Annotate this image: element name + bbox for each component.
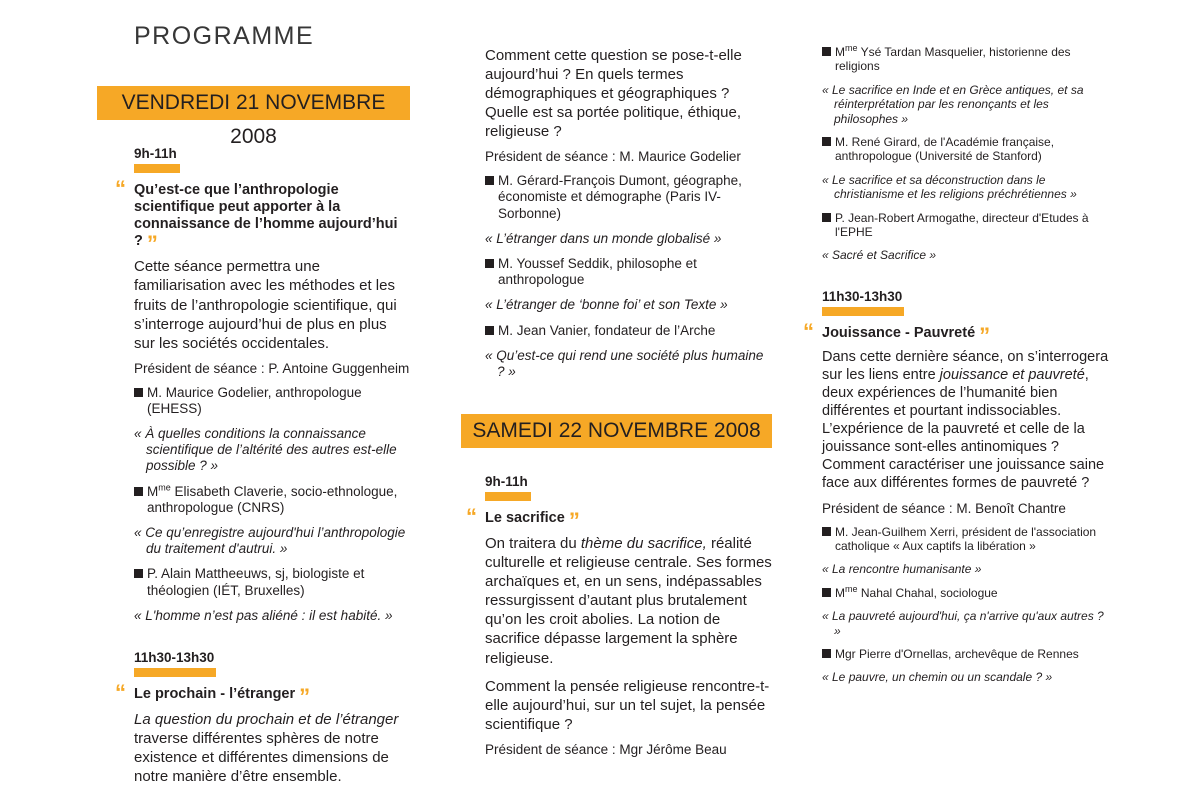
banner-saturday: SAMEDI 22 NOVEMBRE 2008 [461,414,772,448]
column-left [97,0,410,786]
speaker-talk: « L’étranger dans un monde globalisé » [485,230,722,246]
speaker-name: M. Maurice Godelier, anthropologue (EHESS) [147,384,362,416]
session-title-text: Jouissance - Pauvreté [822,324,976,341]
session-description: Dans cette dernière séance, on s’interrogera sur les liens entre jouissance et pauvreté, deux expériences de l’humanité bien différentes et pourtant indissociables. L’expérience de la pauvreté et celle de la jouissance sont-elles antinomiques ? Comment caractériser une jouissance saine face aux différentes formes de pauvreté ? [822,348,1109,491]
bullet-square-icon [134,569,143,578]
column-middle [461,0,772,757]
speaker-name: M. Youssef Seddik, philosophe et anthropologue [498,255,697,288]
time-marker [485,492,531,501]
speaker-talk: « Le sacrifice en Inde et en Grèce antiques, et sa réinterprétation par les renonçants et les philosophes » [822,82,1084,126]
close-quote-icon: ” [568,508,580,534]
speaker-name: P. Alain Mattheeuws, sj, biologiste et théologien (IÉT, Bruxelles) [147,566,365,598]
speaker-talk: « La pauvreté aujourd'hui, ça n'arrive qu'aux autres ? » [822,609,1104,638]
bullet-square-icon [822,137,831,146]
speaker-item [134,484,410,516]
session-description: Cette séance permettra une familiarisation avec les méthodes et les fruits de l’anthropologie scientifique, qui s’interroge aujourd’hui de plus en plus sur les sociétés occidentales. [134,258,397,352]
president-line: Président de séance : Mgr Jérôme Beau [485,741,727,757]
session-title-text: Le sacrifice [485,510,565,527]
bullet-square-icon [822,213,831,222]
bullet-square-icon [134,487,143,496]
bullet-square-icon [822,527,831,536]
session-time: 9h-11h [485,474,528,490]
session-title [466,504,772,534]
open-quote-icon: “ [803,318,814,344]
speaker-talk: « L’étranger de ‘bonne foi’ et son Texte » [485,297,728,313]
speaker-talk: « La rencontre humanisante » [822,562,982,577]
bullet-square-icon [822,47,831,56]
speaker-talk: « L'homme n’est pas aliéné : il est habité. » [134,607,393,623]
speaker-name: M. Gérard-François Dumont, géographe, économiste et démographe (Paris IV-Sorbonne) [498,173,742,221]
bullet-square-icon [485,326,494,335]
session-time: 11h30-13h30 [134,649,215,665]
session-title-text: Qu’est-ce que l’anthropologie scientifique peut apporter à la connaissance de l’homme aujourd’hui ? [134,182,398,250]
bullet-square-icon [822,588,831,597]
speaker-name: M. Jean Vanier, fondateur de l’Arche [498,322,716,338]
speaker-name: $M^{me}$ Nahal Chahal, sociologue [835,583,998,600]
open-quote-icon: “ [115,679,126,705]
speaker-item [822,583,1113,600]
session-time: 9h-11h [134,146,177,161]
speaker-talk: « Le pauvre, un chemin ou un scandale ? » [822,670,1053,685]
session-description: Comment cette question se pose-t-elle aujourd’hui ? En quels termes démographiques et géographiques ? Quelle est sa portée politique, éthique, religieuse ? [485,47,742,141]
speaker-item [822,525,1113,554]
speaker-name: M. Jean-Guilhem Xerri, président de l'association catholique « Aux captifs la libération » [835,524,1097,553]
speaker-item [485,323,772,339]
bullet-square-icon [134,388,143,397]
session-description: On traitera du thème du sacrifice, réalité culturelle et religieuse centrale. Ses formes archaïques et, en un sens, indépassables ressurgissent d’autant plus brutalement qu’on les croit abolies. La notion de sacrifice dépasse largement la sphère religieuse. [485,535,772,667]
open-quote-icon: “ [115,176,126,201]
speaker-name: $M^{me}$ Elisabeth Claverie, socio-ethnologue, anthropologue (CNRS) [147,482,398,515]
speaker-item [822,45,1113,74]
bullet-square-icon [822,649,831,658]
session-title [115,176,410,257]
session-title-text: Le prochain - l’étranger [134,685,296,702]
session-time: 11h30-13h30 [822,288,903,304]
speaker-item [822,647,1113,661]
president-line: Président de séance : M. Benoît Chantre [822,500,1066,516]
speaker-item [822,135,1113,164]
column-right [803,0,1113,685]
speaker-talk: « À quelles conditions la connaissance scientifique de l’altérité des autres est-elle possible ? » [134,426,397,474]
speaker-talk: « Sacré et Sacrifice » [822,248,937,263]
session-title [115,679,410,709]
speaker-talk: « Qu’est-ce qui rend une société plus humaine ? » [485,347,764,379]
speaker-item [822,211,1113,240]
president-line: Président de séance : M. Maurice Godelier [485,149,741,165]
bullet-square-icon [485,259,494,268]
time-marker [134,164,180,173]
speaker-talk: « Le sacrifice et sa déconstruction dans le christianisme et les religions préchrétiennes » [822,172,1077,202]
close-quote-icon: ” [299,683,311,709]
session-title [803,318,1113,348]
bullet-square-icon [485,176,494,185]
speaker-name: P. Jean-Robert Armogathe, directeur d'Etudes à l'EPHE [835,210,1089,239]
close-quote-icon: ” [979,322,991,348]
session-description: Comment la pensée religieuse rencontre-t-elle aujourd’hui, sur un tel sujet, la pensée scientifique ? [485,677,770,733]
time-marker [134,668,216,677]
speaker-name: Mgr Pierre d'Ornellas, archevêque de Rennes [835,646,1079,661]
speaker-item [485,173,772,222]
close-quote-icon: ” [146,231,158,257]
speaker-item [485,256,772,288]
banner-friday: VENDREDI 21 NOVEMBRE 2008 [97,86,410,120]
speaker-talk: « Ce qu’enregistre aujourd'hui l’anthropologie du traitement d'autrui. » [134,524,406,557]
president-line: Président de séance : P. Antoine Guggenheim [134,360,410,376]
time-marker [822,307,904,316]
page-title: PROGRAMME [134,22,315,50]
speaker-name: M. René Girard, de l'Académie française, anthropologue (Université de Stanford) [835,134,1055,164]
speaker-item [134,385,410,417]
open-quote-icon: “ [466,504,477,530]
speaker-name: $M^{me}$ Ysé Tardan Masquelier, historienne des religions [835,43,1071,74]
session-description: La question du prochain et de l’étranger traverse différentes sphères de notre existence et différentes dimensions de notre manière d’être ensemble. [134,711,399,786]
speaker-item [134,566,410,598]
